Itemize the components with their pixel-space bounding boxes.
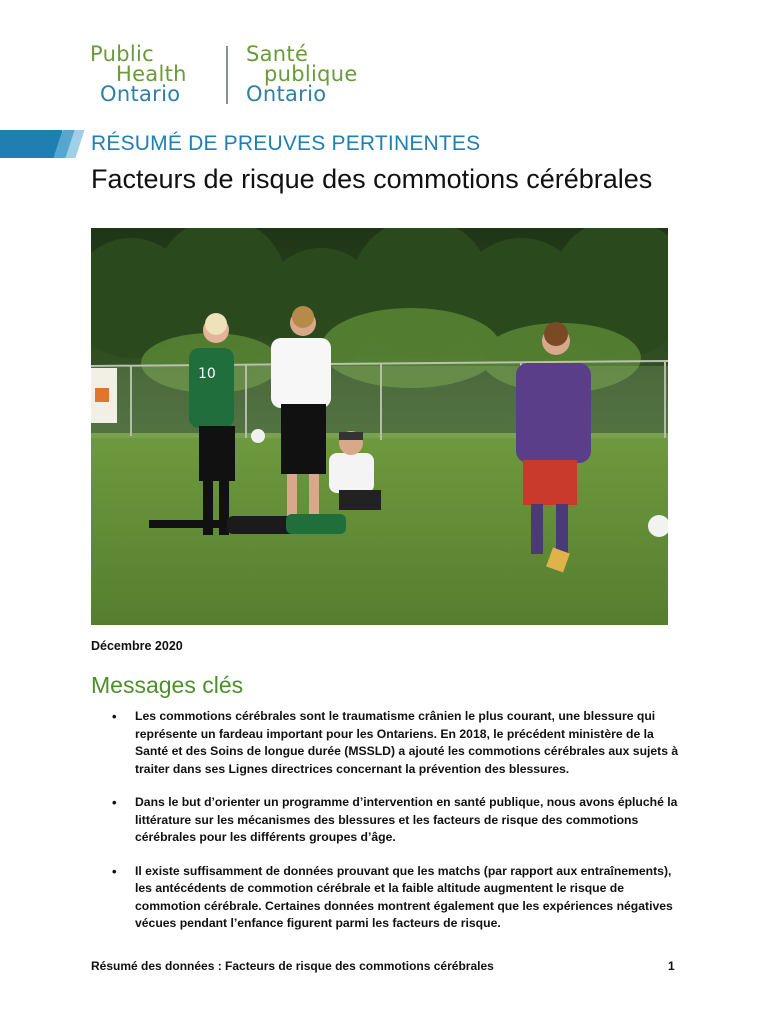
logo-en-line1: Public bbox=[90, 42, 154, 66]
key-messages-heading: Messages clés bbox=[91, 672, 244, 698]
bullet-dot: • bbox=[112, 709, 117, 724]
document-title: Facteurs de risque des commotions cérébrales bbox=[91, 164, 653, 194]
footer-document-title: Résumé des données : Facteurs de risque des commotions cérébrales bbox=[91, 959, 494, 973]
key-messages-list bbox=[112, 708, 682, 949]
band-segment-dark bbox=[0, 130, 62, 158]
list-item-text: Il existe suffisamment de données prouvant que les matchs (par rapport aux entraînements), les antécédents de commotion cérébrale et la faible altitude augmentent le risque de commotion cérébrale. Certaines données montrent également que les expériences négatives vécues pendant l’enfance figurent parmi les facteurs de risque. bbox=[135, 863, 673, 930]
soccer-ball-left bbox=[251, 429, 265, 443]
logo-fr-line3: Ontario bbox=[246, 82, 327, 106]
logo-en-line2: Health bbox=[116, 62, 187, 86]
header-accent-band bbox=[0, 130, 84, 158]
list-item-text: Les commotions cérébrales sont le traumatisme crânien le plus courant, une blessure qui représente un fardeau important pour les Ontariens. En 2018, le précédent ministère de la Santé et des Soins de longue durée (MSSLD) a ajouté les commotions cérébrales aux sujets à traiter dans ses Lignes directrices concernant la prévention des blessures. bbox=[135, 709, 679, 776]
logo-fr-line2: publique bbox=[264, 62, 358, 86]
logo-fr-line1: Santé bbox=[246, 42, 309, 66]
list-item bbox=[112, 794, 682, 847]
logo-english bbox=[90, 44, 187, 104]
bullet-dot: • bbox=[112, 863, 117, 879]
list-item-text: Dans le but d’orienter un programme d’intervention en santé publique, nous avons épluché la littérature sur les mécanismes des blessures et les facteurs de risque des commotions cérébrales pour les différents groupes d’âge. bbox=[135, 795, 678, 844]
bullet-dot: • bbox=[112, 795, 117, 810]
logo-french bbox=[246, 44, 358, 104]
document-kicker: RÉSUMÉ DE PREUVES PERTINENTES bbox=[91, 132, 481, 155]
list-item bbox=[112, 708, 682, 778]
field-sign-mark bbox=[95, 388, 109, 402]
list-item bbox=[112, 863, 682, 933]
pho-logo bbox=[90, 44, 380, 108]
jersey-number: 10 bbox=[198, 366, 216, 382]
logo-divider bbox=[226, 46, 228, 104]
page-number: 1 bbox=[668, 959, 675, 973]
soccer-field-scene bbox=[91, 228, 668, 625]
publication-date: Décembre 2020 bbox=[91, 639, 183, 653]
cover-photo bbox=[91, 228, 668, 625]
logo-en-line3: Ontario bbox=[100, 82, 181, 106]
